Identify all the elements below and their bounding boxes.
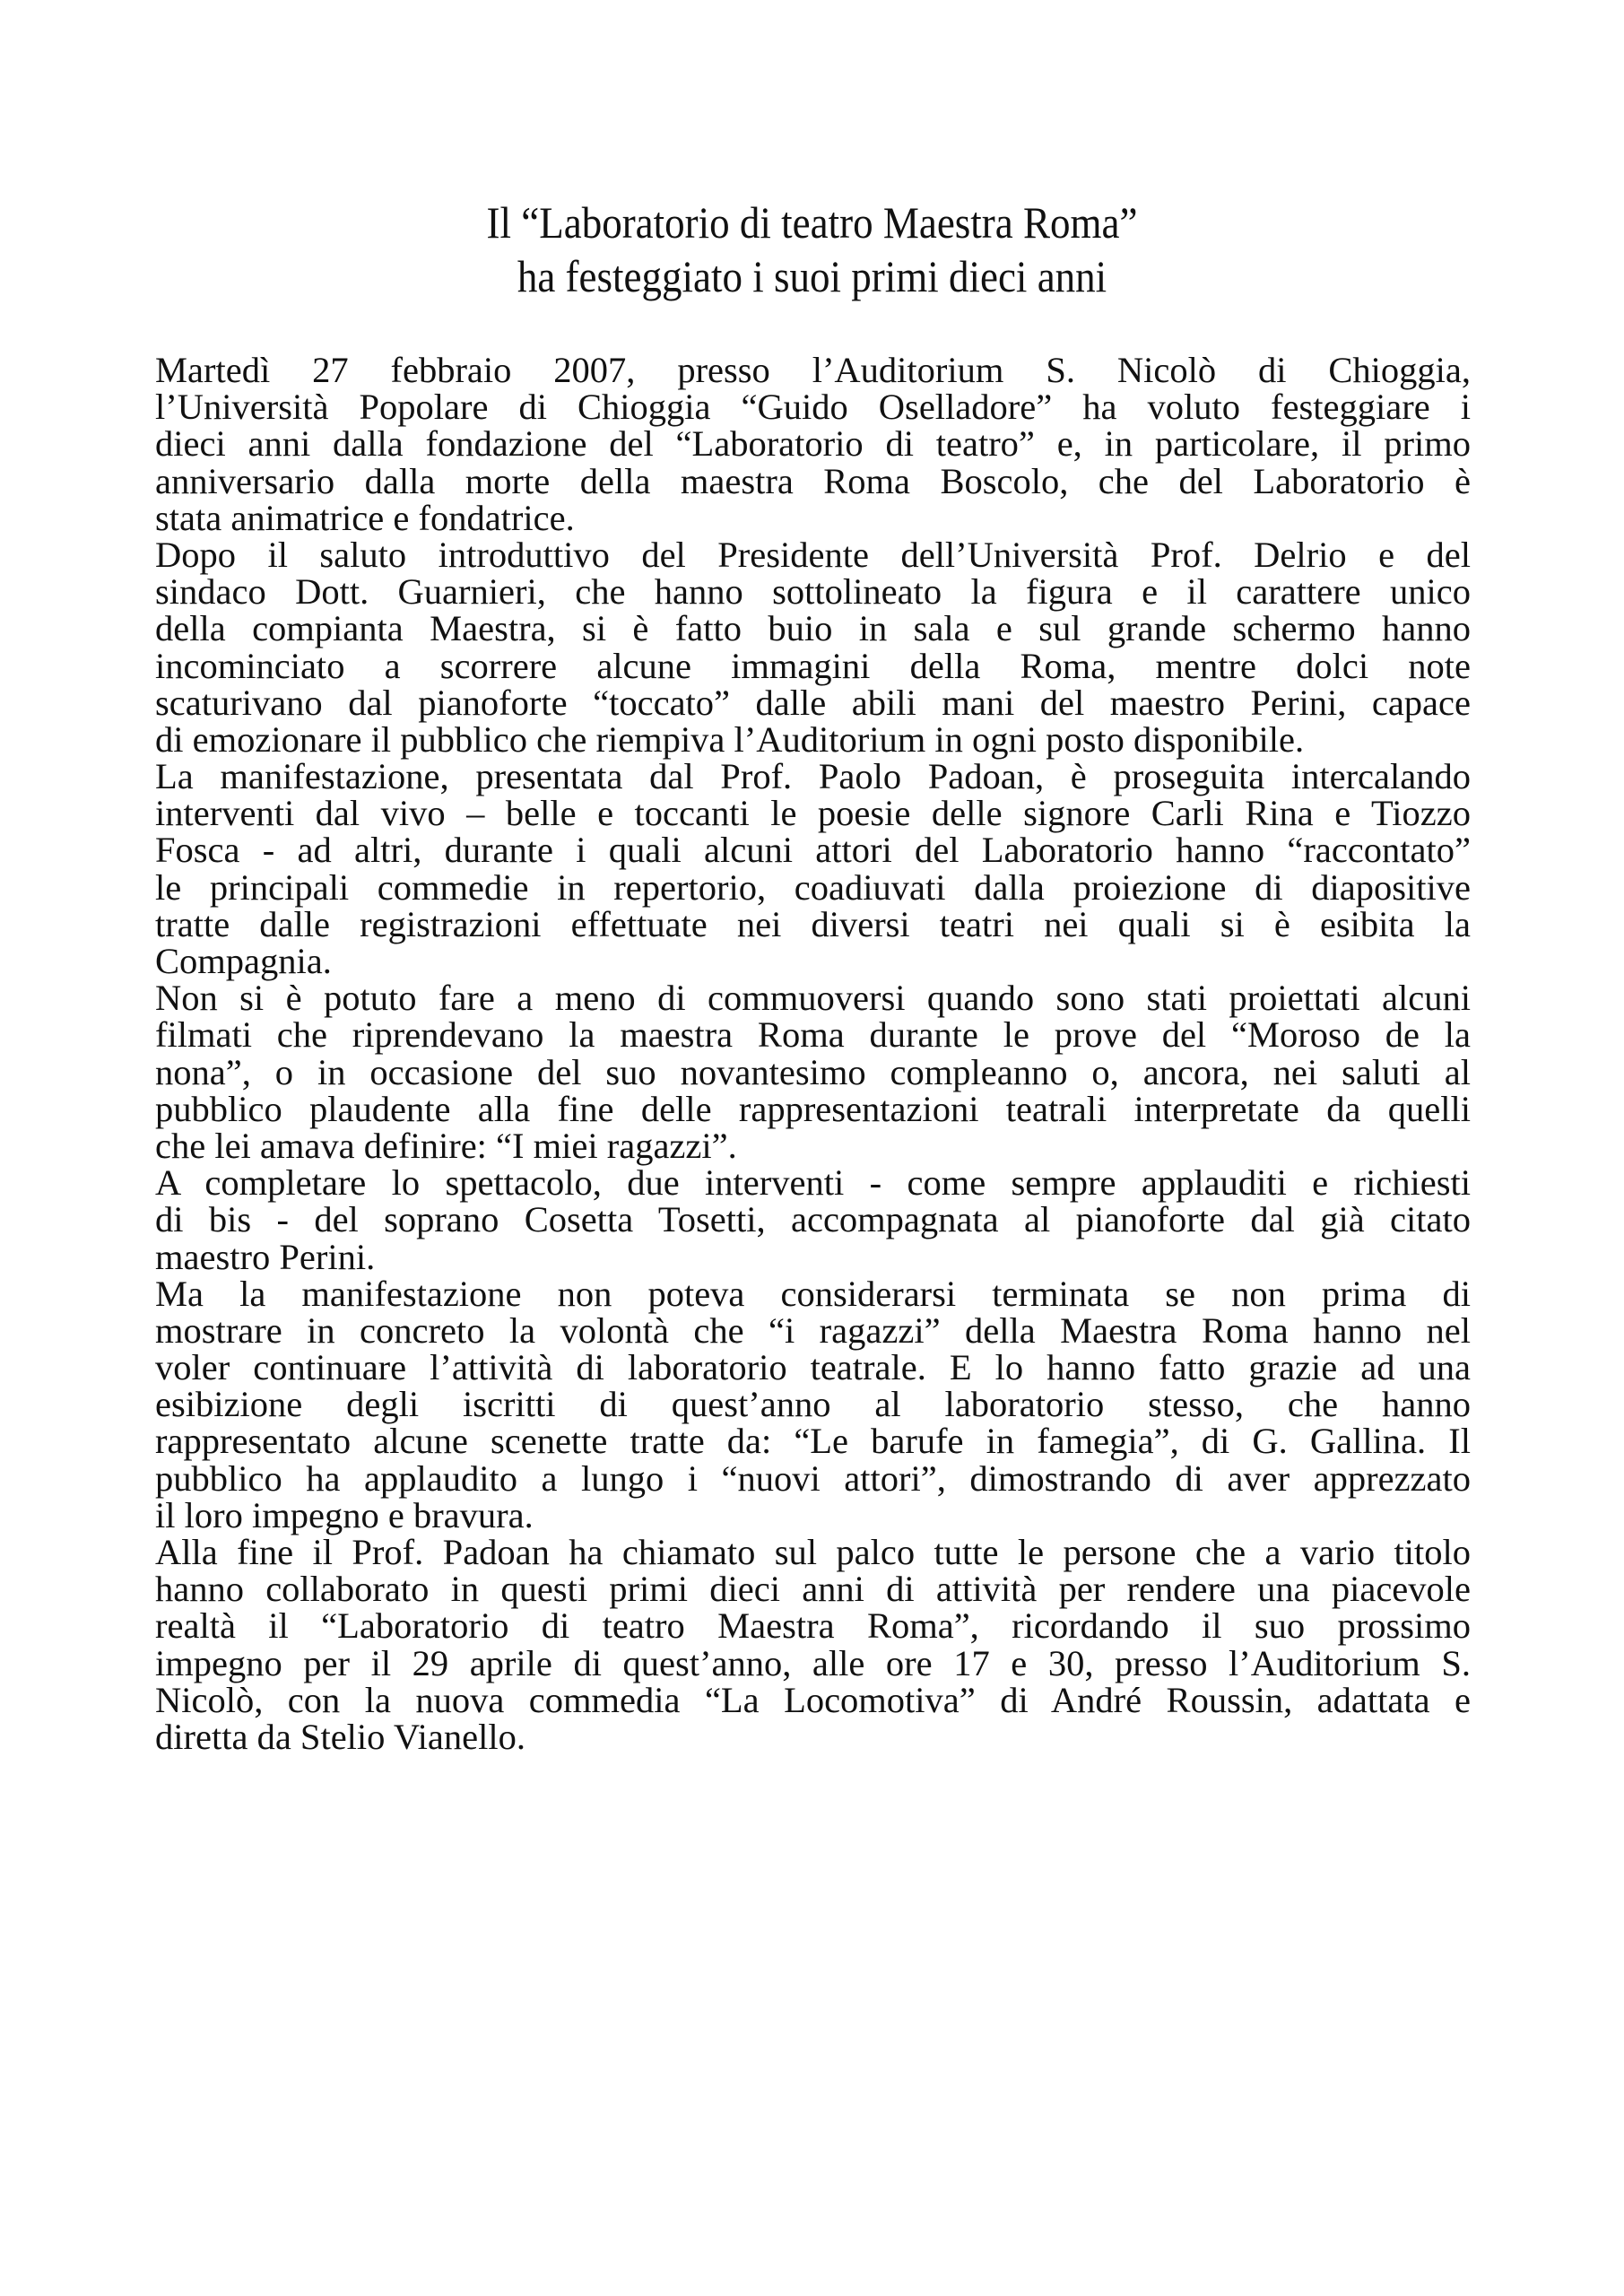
text-line: esibizione degli iscritti di quest’anno al laboratorio stesso, che hanno xyxy=(155,1384,1471,1425)
document-title xyxy=(82,196,1543,303)
text-line: Nicolò, con la nuova commedia “La Locomotiva” di André Roussin, adattata e xyxy=(155,1679,1471,1720)
text-line: realtà il “Laboratorio di teatro Maestra Roma”, ricordando il suo prossimo xyxy=(155,1605,1471,1647)
text-line: maestro Perini. xyxy=(155,1236,376,1277)
text-line: il loro impegno e bravura. xyxy=(155,1494,534,1535)
text-line: di emozionare il pubblico che riempiva l’Auditorium in ogni posto disponibile. xyxy=(155,718,1305,760)
text-line: impegno per il 29 aprile di quest’anno, alle ore 17 e 30, presso l’Auditorium S. xyxy=(155,1642,1471,1683)
paragraph xyxy=(155,1534,1471,1755)
text-line: che lei amava definire: “I miei ragazzi”. xyxy=(155,1125,737,1166)
text-line: scaturivano dal pianoforte “toccato” dalle abili mani del maestro Perini, capace xyxy=(155,682,1471,723)
paragraph xyxy=(155,979,1471,1164)
text-line: interventi dal vivo – belle e toccanti le poesie delle signore Carli Rina e Tiozzo xyxy=(155,793,1471,834)
title-line-2: ha festeggiato i suoi primi dieci anni xyxy=(517,251,1107,301)
text-line: le principali commedie in repertorio, coadiuvati dalla proiezione di diapositive xyxy=(155,866,1471,908)
text-line: della compianta Maestra, si è fatto buio in sala e sul grande schermo hanno xyxy=(155,608,1471,649)
paragraph xyxy=(155,536,1471,758)
text-line: Non si è potuto fare a meno di commuoversi quando sono stati proiettati alcuni xyxy=(155,978,1471,1019)
text-line: Dopo il saluto introduttivo del Presidente dell’Università Prof. Delrio e del xyxy=(155,534,1471,575)
text-line: tratte dalle registrazioni effettuate nei diversi teatri nei quali si è esibita la xyxy=(155,903,1471,944)
text-line: diretta da Stelio Vianello. xyxy=(155,1716,525,1757)
text-line: Fosca - ad altri, durante i quali alcuni attori del Laboratorio hanno “raccontato” xyxy=(155,830,1471,871)
text-line: stata animatrice e fondatrice. xyxy=(155,497,575,538)
text-line: Martedì 27 febbraio 2007, presso l’Auditorium S. Nicolò di Chioggia, xyxy=(155,350,1471,390)
text-line: Alla fine il Prof. Padoan ha chiamato sul palco tutte le persone che a vario titolo xyxy=(155,1532,1471,1572)
text-line: voler continuare l’attività di laboratorio teatrale. E lo hanno fatto grazie ad una xyxy=(155,1347,1471,1388)
text-line: sindaco Dott. Guarnieri, che hanno sottolineato la figura e il carattere unico xyxy=(155,571,1471,613)
text-line: Compagnia. xyxy=(155,941,332,981)
text-line: Ma la manifestazione non poteva considerarsi terminata se non prima di xyxy=(155,1273,1471,1314)
paragraph xyxy=(155,352,1471,536)
text-line: anniversario dalla morte della maestra Roma Boscolo, che del Laboratorio è xyxy=(155,460,1471,501)
text-line: incominciato a scorrere alcune immagini della Roma, mentre dolci note xyxy=(155,645,1471,686)
paragraph xyxy=(155,1275,1471,1534)
text-line: nona”, o in occasione del suo novantesimo compleanno o, ancora, nei saluti al xyxy=(155,1051,1471,1092)
text-line: filmati che riprendevano la maestra Roma durante le prove del “Moroso de la xyxy=(155,1014,1471,1056)
text-line: pubblico plaudente alla fine delle rappresentazioni teatrali interpretate da quelli xyxy=(155,1088,1471,1129)
paragraph xyxy=(155,1164,1471,1275)
text-line: A completare lo spettacolo, due interventi - come sempre applauditi e richiesti xyxy=(155,1162,1471,1204)
text-line: La manifestazione, presentata dal Prof. Paolo Padoan, è proseguita intercalando xyxy=(155,756,1471,797)
text-line: rappresentato alcune scenette tratte da: “Le barufe in famegia”, di G. Gallina. Il xyxy=(155,1421,1471,1462)
paragraph xyxy=(155,758,1471,979)
text-line: l’Università Popolare di Chioggia “Guido Oselladore” ha voluto festeggiare i xyxy=(155,387,1471,428)
title-line-1: Il “Laboratorio di teatro Maestra Roma” xyxy=(486,197,1138,248)
text-line: pubblico ha applaudito a lungo i “nuovi attori”, dimostrando di aver apprezzato xyxy=(155,1457,1471,1499)
text-line: hanno collaborato in questi primi dieci anni di attività per rendere una piacevole xyxy=(155,1569,1471,1610)
document-body xyxy=(155,352,1471,1755)
text-line: di bis - del soprano Cosetta Tosetti, accompagnata al pianoforte dal già citato xyxy=(155,1199,1471,1240)
text-line: mostrare in concreto la volontà che “i ragazzi” della Maestra Roma hanno nel xyxy=(155,1309,1471,1351)
text-line: dieci anni dalla fondazione del “Laboratorio di teatro” e, in particolare, il primo xyxy=(155,423,1471,465)
